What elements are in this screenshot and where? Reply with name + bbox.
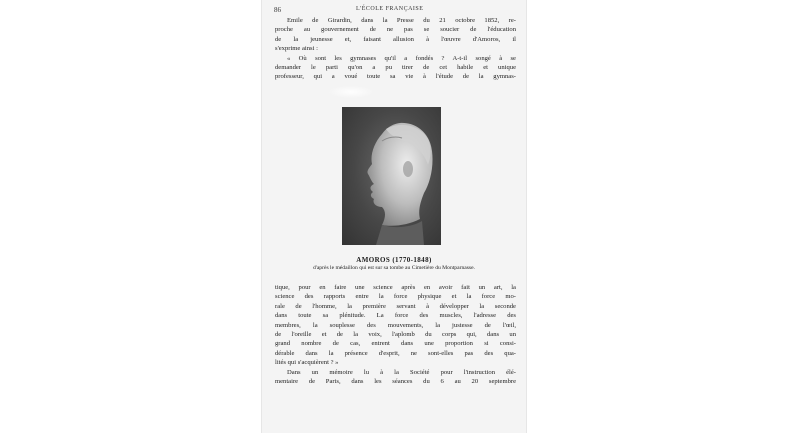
profile-portrait-icon <box>342 107 441 245</box>
text-line: mentaire de Paris, dans les séances du 6 au 20 septembre <box>275 378 516 386</box>
text-line: rale de l'homme, la première servant à développer la seconde <box>275 302 516 310</box>
text-line: lités qui s'acquièrent ? » <box>275 359 339 367</box>
running-head: L'ÉCOLE FRANÇAISE <box>356 6 424 12</box>
text-line: Dans un mémoire lu à la Société pour l'instruction élé- <box>287 368 516 376</box>
figure-caption-subtitle: d'après le médaillon qui est sur sa tombe au Cimetière du Montparnasse. <box>313 265 475 271</box>
text-line: professeur, qui a voué toute sa vie à l'étude de la gymnas- <box>275 73 516 81</box>
text-line: de l'oreille et de la voix, l'aplomb du corps qui, dans un <box>275 331 516 339</box>
figure-caption-title: AMOROS (1770-1848) <box>356 256 432 264</box>
text-line: dans toute sa plénitude. La force des muscles, l'adresse des <box>275 312 516 320</box>
text-line: grand nombre de cas, entrent dans une proportion si consi- <box>275 340 516 348</box>
text-line: de la jeunesse et, faisant allusion à l'œuvre d'Amoros, il <box>275 35 516 43</box>
page-number: 86 <box>274 6 281 14</box>
text-line: science des rapports entre la force physique et la force mo- <box>275 293 516 301</box>
text-line: dérable dans la présence d'esprit, ne sont-elles pas des qua- <box>275 349 516 357</box>
text-line: Emile de Girardin, dans la Presse du 21 octobre 1852, re- <box>287 17 516 24</box>
portrait-medallion <box>342 107 441 245</box>
bottom-paragraph <box>275 283 516 386</box>
text-line: s'exprime ainsi : <box>275 45 318 53</box>
top-paragraph <box>275 16 516 82</box>
scan-smudge <box>322 84 380 100</box>
text-line: membres, la souplesse des mouvements, la justesse de l'œil, <box>275 321 516 329</box>
text-line: demander le parti qu'on a pu tirer de cet habile et unique <box>275 64 516 72</box>
text-line: proche au gouvernement de ne pas se soucier de l'éducation <box>275 26 516 34</box>
book-page <box>262 0 526 433</box>
text-line: « Où sont les gymnases qu'il a fondés ? A-t-il songé à se <box>287 54 516 62</box>
text-line: tique, pour en faire une science après en avoir fait un art, la <box>275 284 516 291</box>
